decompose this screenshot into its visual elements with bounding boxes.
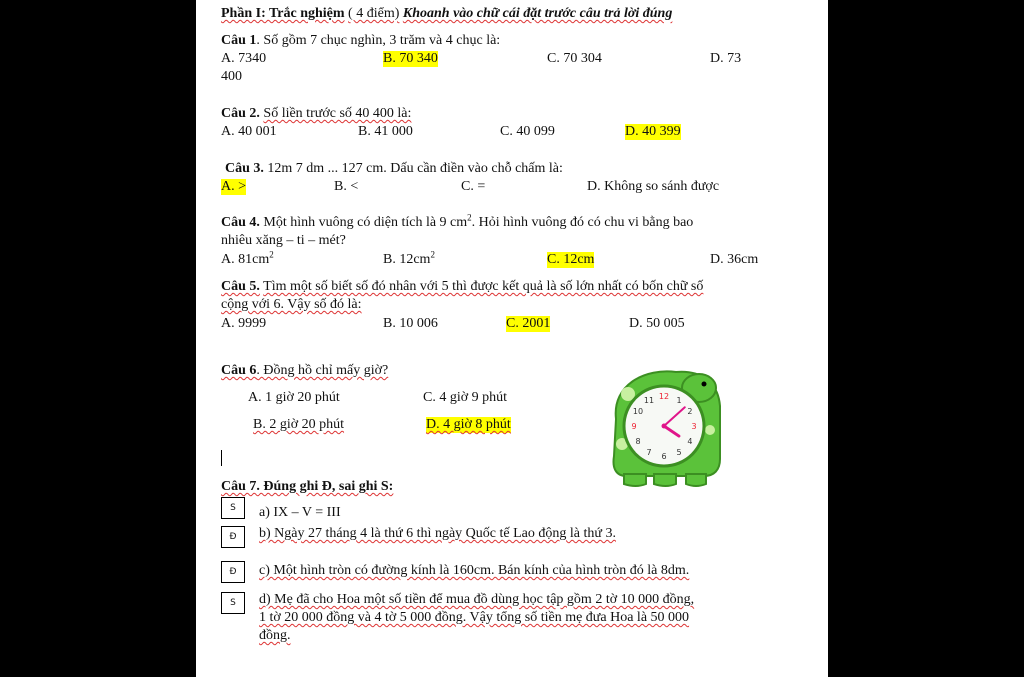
clock-number: 12 bbox=[658, 392, 670, 401]
clock-number: 7 bbox=[646, 447, 652, 457]
q6-option-b[interactable]: B. 2 giờ 20 phút bbox=[253, 417, 345, 432]
q7-statement-d-line3: đồng. bbox=[259, 628, 291, 643]
q2-option-b[interactable]: B. 41 000 bbox=[358, 124, 413, 139]
clock-number: 3 bbox=[691, 422, 697, 431]
q3-stem: Câu 3. 12m 7 dm ... 127 cm. Dấu cần điền vào chỗ chấm là: bbox=[225, 161, 563, 176]
q4-option-b[interactable]: B. $12cm^2$ bbox=[383, 249, 435, 267]
q7-statement-a: a) IX – V = III bbox=[259, 505, 341, 520]
q5-stem-line2: cộng với 6. Vậy số đó là: bbox=[221, 297, 362, 312]
q4-stem-line2: nhiêu xăng – ti – mét? bbox=[221, 233, 346, 248]
q7-answer-box-b[interactable]: Đ bbox=[221, 526, 245, 548]
q7-statement-c: c) Một hình tròn có đường kính là 160cm. Bán kính của hình tròn đó là 8dm. bbox=[259, 563, 690, 578]
q2-option-a[interactable]: A. 40 001 bbox=[221, 124, 277, 139]
q5-option-c[interactable]: C. 2001 bbox=[506, 316, 551, 331]
clock-number: 4 bbox=[687, 437, 693, 446]
q2-option-d[interactable]: D. 40 399 bbox=[625, 124, 681, 139]
part-heading: Phần I: Trắc nghiệm ( 4 điểm) Khoanh vào chữ cái đặt trước câu trả lời đúng bbox=[221, 6, 673, 21]
q7-statement-d: d) Mẹ đã cho Hoa một số tiền để mua đồ dùng học tập gồm 2 tờ 10 000 đồng, bbox=[259, 592, 695, 607]
turtle-clock-image bbox=[606, 364, 726, 488]
q6-option-d[interactable]: D. 4 giờ 8 phút bbox=[426, 417, 511, 432]
q1-option-d-wrap: 400 bbox=[221, 69, 242, 84]
q7-statement-d-line2: 1 tờ 20 000 đồng và 4 tờ 5 000 đồng. Vậy tổng số tiền mẹ đưa Hoa là 50 000 bbox=[259, 610, 690, 625]
q6-option-a[interactable]: A. 1 giờ 20 phút bbox=[248, 390, 340, 405]
q5-option-b[interactable]: B. 10 006 bbox=[383, 316, 438, 331]
q6-stem: Câu 6. Đồng hồ chỉ mấy giờ? bbox=[221, 363, 389, 378]
q3-option-b[interactable]: B. < bbox=[334, 179, 359, 194]
q7-answer-box-a[interactable]: S bbox=[221, 497, 245, 519]
q3-option-c[interactable]: C. = bbox=[461, 179, 486, 194]
q7-answer-box-d[interactable]: S bbox=[221, 592, 245, 614]
q4-option-d[interactable]: D. 36cm bbox=[710, 252, 759, 267]
clock-number: 8 bbox=[635, 437, 641, 446]
q1-option-c[interactable]: C. 70 304 bbox=[547, 51, 602, 66]
q5-option-a[interactable]: A. 9999 bbox=[221, 316, 267, 331]
q2-stem: Câu 2. Số liền trước số 40 400 là: bbox=[221, 106, 412, 121]
q1-option-b[interactable]: B. 70 340 bbox=[383, 51, 438, 66]
document-page bbox=[196, 0, 828, 677]
q2-option-c[interactable]: C. 40 099 bbox=[500, 124, 555, 139]
q6-option-c[interactable]: C. 4 giờ 9 phút bbox=[423, 390, 508, 405]
clock-number: 9 bbox=[631, 422, 637, 431]
q5-stem: Câu 5. Tìm một số biết số đó nhân với 5 thì được kết quả là số lớn nhất có bốn chữ số bbox=[221, 279, 704, 294]
q1-option-a[interactable]: A. 7340 bbox=[221, 51, 267, 66]
clock-number: 10 bbox=[632, 407, 644, 416]
clock-number: 1 bbox=[676, 396, 682, 406]
q4-stem: Câu 4. Một hình vuông có diện tích là 9 $cm^2$. Hỏi hình vuông đó có chu vi bằng bao bbox=[221, 212, 694, 230]
q5-option-d[interactable]: D. 50 005 bbox=[629, 316, 685, 331]
clock-number: 11 bbox=[643, 396, 655, 406]
clock-number: 5 bbox=[676, 447, 682, 457]
q1-option-d[interactable]: D. 73 bbox=[710, 51, 742, 66]
q7-title: Câu 7. Đúng ghi Đ, sai ghi S: bbox=[221, 479, 394, 494]
q3-option-a[interactable]: A. > bbox=[221, 179, 247, 194]
q3-option-d[interactable]: D. Không so sánh được bbox=[587, 179, 720, 194]
q4-option-c[interactable]: C. 12cm bbox=[547, 252, 595, 267]
q7-statement-b: b) Ngày 27 tháng 4 là thứ 6 thì ngày Quốc tế Lao động là thứ 3. bbox=[259, 526, 616, 541]
clock-number: 2 bbox=[687, 407, 693, 416]
q4-option-a[interactable]: A. $81cm^2$ bbox=[221, 249, 274, 267]
q7-answer-box-c[interactable]: Đ bbox=[221, 561, 245, 583]
q1-stem: Câu 1. Số gồm 7 chục nghìn, 3 trăm và 4 chục là: bbox=[221, 33, 501, 48]
text-cursor bbox=[221, 450, 222, 466]
clock-number: 6 bbox=[661, 452, 667, 461]
